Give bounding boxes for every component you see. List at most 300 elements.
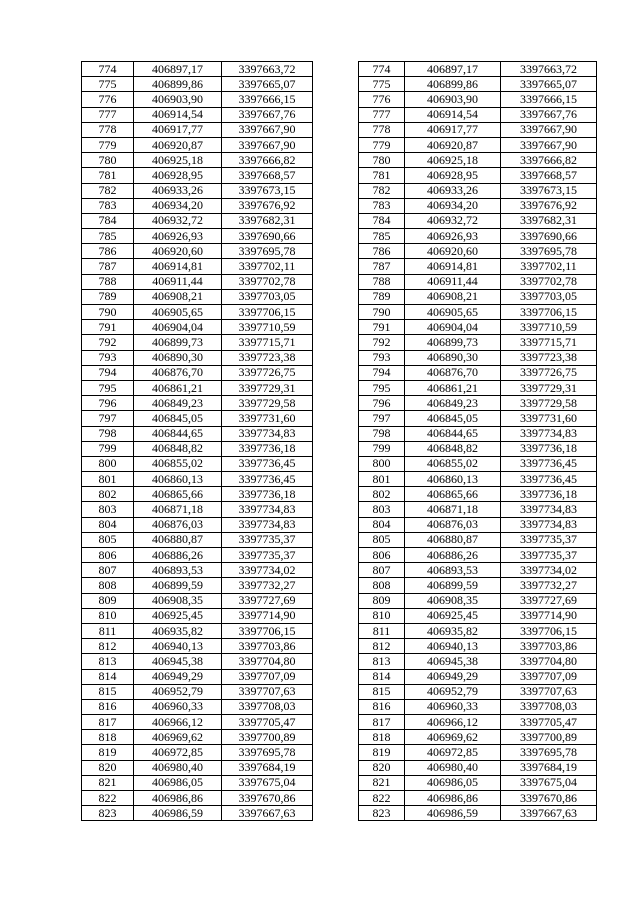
right-x-coordinate-cell: 406920,87: [405, 137, 501, 152]
left-x-coordinate-cell: 406871,18: [134, 502, 222, 517]
right-point-number-cell: 799: [359, 441, 405, 456]
left-y-coordinate-cell: 3397705,47: [222, 715, 313, 730]
left-x-coordinate-cell: 406935,82: [134, 623, 222, 638]
right-x-coordinate-cell: 406880,87: [405, 532, 501, 547]
column-gap: [313, 699, 359, 714]
left-y-coordinate-cell: 3397734,83: [222, 502, 313, 517]
left-x-coordinate-cell: 406899,59: [134, 578, 222, 593]
right-y-coordinate-cell: 3397707,63: [501, 684, 597, 699]
table-row: [82, 654, 597, 669]
left-point-number-cell: 778: [82, 122, 134, 137]
left-y-coordinate-cell: 3397729,58: [222, 396, 313, 411]
left-x-coordinate-cell: 406899,73: [134, 335, 222, 350]
column-gap: [313, 183, 359, 198]
left-point-number-cell: 777: [82, 107, 134, 122]
left-point-number-cell: 803: [82, 502, 134, 517]
right-y-coordinate-cell: 3397703,05: [501, 289, 597, 304]
table-row: [82, 305, 597, 320]
table-row: [82, 715, 597, 730]
left-y-coordinate-cell: 3397706,15: [222, 623, 313, 638]
left-y-coordinate-cell: 3397734,83: [222, 426, 313, 441]
right-point-number-cell: 787: [359, 259, 405, 274]
right-y-coordinate-cell: 3397706,15: [501, 623, 597, 638]
table-row: [82, 426, 597, 441]
column-gap: [313, 684, 359, 699]
right-x-coordinate-cell: 406914,54: [405, 107, 501, 122]
left-y-coordinate-cell: 3397684,19: [222, 760, 313, 775]
right-point-number-cell: 781: [359, 168, 405, 183]
right-y-coordinate-cell: 3397732,27: [501, 578, 597, 593]
left-y-coordinate-cell: 3397736,18: [222, 487, 313, 502]
left-y-coordinate-cell: 3397735,37: [222, 548, 313, 563]
right-y-coordinate-cell: 3397729,58: [501, 396, 597, 411]
left-x-coordinate-cell: 406855,02: [134, 456, 222, 471]
right-x-coordinate-cell: 406886,26: [405, 548, 501, 563]
table-row: [82, 213, 597, 228]
left-y-coordinate-cell: 3397702,78: [222, 274, 313, 289]
right-y-coordinate-cell: 3397673,15: [501, 183, 597, 198]
right-point-number-cell: 807: [359, 563, 405, 578]
right-point-number-cell: 774: [359, 62, 405, 77]
table-row: [82, 487, 597, 502]
column-gap: [313, 608, 359, 623]
left-x-coordinate-cell: 406886,26: [134, 548, 222, 563]
right-y-coordinate-cell: 3397736,18: [501, 441, 597, 456]
right-y-coordinate-cell: 3397708,03: [501, 699, 597, 714]
right-point-number-cell: 821: [359, 775, 405, 790]
table-row: [82, 259, 597, 274]
right-x-coordinate-cell: 406865,66: [405, 487, 501, 502]
left-point-number-cell: 785: [82, 229, 134, 244]
table-row: [82, 137, 597, 152]
left-y-coordinate-cell: 3397695,78: [222, 244, 313, 259]
right-x-coordinate-cell: 406860,13: [405, 472, 501, 487]
left-point-number-cell: 818: [82, 730, 134, 745]
right-y-coordinate-cell: 3397727,69: [501, 593, 597, 608]
left-y-coordinate-cell: 3397667,76: [222, 107, 313, 122]
right-point-number-cell: 804: [359, 517, 405, 532]
right-x-coordinate-cell: 406969,62: [405, 730, 501, 745]
right-y-coordinate-cell: 3397667,63: [501, 806, 597, 821]
right-x-coordinate-cell: 406899,86: [405, 77, 501, 92]
right-y-coordinate-cell: 3397670,86: [501, 791, 597, 806]
right-point-number-cell: 813: [359, 654, 405, 669]
left-y-coordinate-cell: 3397667,90: [222, 137, 313, 152]
left-point-number-cell: 808: [82, 578, 134, 593]
table-row: [82, 229, 597, 244]
left-x-coordinate-cell: 406986,86: [134, 791, 222, 806]
right-y-coordinate-cell: 3397663,72: [501, 62, 597, 77]
left-point-number-cell: 811: [82, 623, 134, 638]
left-y-coordinate-cell: 3397667,90: [222, 122, 313, 137]
left-y-coordinate-cell: 3397736,18: [222, 441, 313, 456]
left-x-coordinate-cell: 406908,21: [134, 289, 222, 304]
column-gap: [313, 62, 359, 77]
left-point-number-cell: 812: [82, 639, 134, 654]
right-point-number-cell: 816: [359, 699, 405, 714]
right-x-coordinate-cell: 406848,82: [405, 441, 501, 456]
left-point-number-cell: 809: [82, 593, 134, 608]
right-y-coordinate-cell: 3397668,57: [501, 168, 597, 183]
table-row: [82, 365, 597, 380]
table-row: [82, 380, 597, 395]
table-row: [82, 608, 597, 623]
left-point-number-cell: 779: [82, 137, 134, 152]
right-x-coordinate-cell: 406986,59: [405, 806, 501, 821]
right-x-coordinate-cell: 406845,05: [405, 411, 501, 426]
right-y-coordinate-cell: 3397735,37: [501, 532, 597, 547]
column-gap: [313, 426, 359, 441]
table-row: [82, 532, 597, 547]
left-point-number-cell: 796: [82, 396, 134, 411]
right-x-coordinate-cell: 406952,79: [405, 684, 501, 699]
right-point-number-cell: 820: [359, 760, 405, 775]
left-y-coordinate-cell: 3397666,15: [222, 92, 313, 107]
table-row: [82, 411, 597, 426]
table-row: [82, 274, 597, 289]
column-gap: [313, 745, 359, 760]
column-gap: [313, 623, 359, 638]
left-point-number-cell: 782: [82, 183, 134, 198]
table-row: [82, 775, 597, 790]
left-point-number-cell: 794: [82, 365, 134, 380]
left-y-coordinate-cell: 3397703,05: [222, 289, 313, 304]
left-x-coordinate-cell: 406876,03: [134, 517, 222, 532]
right-point-number-cell: 792: [359, 335, 405, 350]
left-x-coordinate-cell: 406986,05: [134, 775, 222, 790]
right-x-coordinate-cell: 406905,65: [405, 305, 501, 320]
left-x-coordinate-cell: 406933,26: [134, 183, 222, 198]
left-point-number-cell: 781: [82, 168, 134, 183]
right-point-number-cell: 806: [359, 548, 405, 563]
left-y-coordinate-cell: 3397675,04: [222, 775, 313, 790]
right-point-number-cell: 823: [359, 806, 405, 821]
left-x-coordinate-cell: 406920,87: [134, 137, 222, 152]
right-point-number-cell: 793: [359, 350, 405, 365]
right-y-coordinate-cell: 3397723,38: [501, 350, 597, 365]
right-y-coordinate-cell: 3397676,92: [501, 198, 597, 213]
left-x-coordinate-cell: 406905,65: [134, 305, 222, 320]
right-point-number-cell: 795: [359, 380, 405, 395]
table-row: [82, 92, 597, 107]
right-point-number-cell: 776: [359, 92, 405, 107]
right-y-coordinate-cell: 3397684,19: [501, 760, 597, 775]
table-row: [82, 441, 597, 456]
right-x-coordinate-cell: 406908,35: [405, 593, 501, 608]
column-gap: [313, 107, 359, 122]
left-point-number-cell: 775: [82, 77, 134, 92]
left-x-coordinate-cell: 406865,66: [134, 487, 222, 502]
left-x-coordinate-cell: 406904,04: [134, 320, 222, 335]
column-gap: [313, 578, 359, 593]
right-point-number-cell: 802: [359, 487, 405, 502]
left-point-number-cell: 814: [82, 669, 134, 684]
right-y-coordinate-cell: 3397667,76: [501, 107, 597, 122]
column-gap: [313, 502, 359, 517]
right-point-number-cell: 779: [359, 137, 405, 152]
left-point-number-cell: 822: [82, 791, 134, 806]
left-point-number-cell: 798: [82, 426, 134, 441]
left-y-coordinate-cell: 3397665,07: [222, 77, 313, 92]
right-x-coordinate-cell: 406949,29: [405, 669, 501, 684]
left-x-coordinate-cell: 406972,85: [134, 745, 222, 760]
left-point-number-cell: 789: [82, 289, 134, 304]
right-y-coordinate-cell: 3397726,75: [501, 365, 597, 380]
right-y-coordinate-cell: 3397695,78: [501, 745, 597, 760]
right-x-coordinate-cell: 406966,12: [405, 715, 501, 730]
left-y-coordinate-cell: 3397729,31: [222, 380, 313, 395]
right-y-coordinate-cell: 3397702,78: [501, 274, 597, 289]
column-gap: [313, 730, 359, 745]
right-x-coordinate-cell: 406911,44: [405, 274, 501, 289]
left-point-number-cell: 802: [82, 487, 134, 502]
right-x-coordinate-cell: 406897,17: [405, 62, 501, 77]
left-point-number-cell: 801: [82, 472, 134, 487]
right-x-coordinate-cell: 406861,21: [405, 380, 501, 395]
left-y-coordinate-cell: 3397727,69: [222, 593, 313, 608]
left-x-coordinate-cell: 406934,20: [134, 198, 222, 213]
left-x-coordinate-cell: 406876,70: [134, 365, 222, 380]
column-gap: [313, 654, 359, 669]
left-point-number-cell: 774: [82, 62, 134, 77]
table-row: [82, 198, 597, 213]
right-x-coordinate-cell: 406928,95: [405, 168, 501, 183]
right-point-number-cell: 783: [359, 198, 405, 213]
table-row: [82, 699, 597, 714]
left-point-number-cell: 788: [82, 274, 134, 289]
right-y-coordinate-cell: 3397703,86: [501, 639, 597, 654]
left-x-coordinate-cell: 406932,72: [134, 213, 222, 228]
right-point-number-cell: 786: [359, 244, 405, 259]
right-point-number-cell: 815: [359, 684, 405, 699]
left-point-number-cell: 804: [82, 517, 134, 532]
left-point-number-cell: 797: [82, 411, 134, 426]
column-gap: [313, 775, 359, 790]
table-row: [82, 77, 597, 92]
column-gap: [313, 517, 359, 532]
left-point-number-cell: 790: [82, 305, 134, 320]
left-y-coordinate-cell: 3397731,60: [222, 411, 313, 426]
left-x-coordinate-cell: 406986,59: [134, 806, 222, 821]
right-x-coordinate-cell: 406855,02: [405, 456, 501, 471]
left-point-number-cell: 815: [82, 684, 134, 699]
right-y-coordinate-cell: 3397666,82: [501, 153, 597, 168]
left-y-coordinate-cell: 3397700,89: [222, 730, 313, 745]
left-x-coordinate-cell: 406849,23: [134, 396, 222, 411]
right-x-coordinate-cell: 406986,05: [405, 775, 501, 790]
left-y-coordinate-cell: 3397676,92: [222, 198, 313, 213]
right-x-coordinate-cell: 406980,40: [405, 760, 501, 775]
left-x-coordinate-cell: 406914,54: [134, 107, 222, 122]
right-point-number-cell: 794: [359, 365, 405, 380]
left-y-coordinate-cell: 3397663,72: [222, 62, 313, 77]
left-y-coordinate-cell: 3397706,15: [222, 305, 313, 320]
right-y-coordinate-cell: 3397706,15: [501, 305, 597, 320]
left-x-coordinate-cell: 406925,18: [134, 153, 222, 168]
table-row: [82, 396, 597, 411]
left-x-coordinate-cell: 406980,40: [134, 760, 222, 775]
column-gap: [313, 122, 359, 137]
column-gap: [313, 791, 359, 806]
right-point-number-cell: 811: [359, 623, 405, 638]
left-point-number-cell: 813: [82, 654, 134, 669]
right-y-coordinate-cell: 3397734,83: [501, 426, 597, 441]
left-x-coordinate-cell: 406949,29: [134, 669, 222, 684]
right-point-number-cell: 797: [359, 411, 405, 426]
left-point-number-cell: 792: [82, 335, 134, 350]
right-point-number-cell: 801: [359, 472, 405, 487]
column-gap: [313, 563, 359, 578]
table-row: [82, 548, 597, 563]
left-y-coordinate-cell: 3397690,66: [222, 229, 313, 244]
table-row: [82, 289, 597, 304]
column-gap: [313, 92, 359, 107]
right-y-coordinate-cell: 3397714,90: [501, 608, 597, 623]
right-x-coordinate-cell: 406920,60: [405, 244, 501, 259]
right-point-number-cell: 777: [359, 107, 405, 122]
right-point-number-cell: 814: [359, 669, 405, 684]
table-row: [82, 730, 597, 745]
right-point-number-cell: 788: [359, 274, 405, 289]
left-x-coordinate-cell: 406917,77: [134, 122, 222, 137]
right-y-coordinate-cell: 3397666,15: [501, 92, 597, 107]
right-y-coordinate-cell: 3397734,02: [501, 563, 597, 578]
left-point-number-cell: 776: [82, 92, 134, 107]
right-y-coordinate-cell: 3397690,66: [501, 229, 597, 244]
left-point-number-cell: 787: [82, 259, 134, 274]
column-gap: [313, 396, 359, 411]
left-point-number-cell: 821: [82, 775, 134, 790]
left-x-coordinate-cell: 406845,05: [134, 411, 222, 426]
left-point-number-cell: 806: [82, 548, 134, 563]
right-point-number-cell: 790: [359, 305, 405, 320]
right-point-number-cell: 784: [359, 213, 405, 228]
table-row: [82, 62, 597, 77]
left-y-coordinate-cell: 3397736,45: [222, 456, 313, 471]
right-x-coordinate-cell: 406849,23: [405, 396, 501, 411]
left-y-coordinate-cell: 3397703,86: [222, 639, 313, 654]
right-x-coordinate-cell: 406890,30: [405, 350, 501, 365]
right-point-number-cell: 798: [359, 426, 405, 441]
right-y-coordinate-cell: 3397715,71: [501, 335, 597, 350]
left-x-coordinate-cell: 406861,21: [134, 380, 222, 395]
left-y-coordinate-cell: 3397734,02: [222, 563, 313, 578]
column-gap: [313, 213, 359, 228]
column-gap: [313, 77, 359, 92]
left-x-coordinate-cell: 406914,81: [134, 259, 222, 274]
right-x-coordinate-cell: 406899,73: [405, 335, 501, 350]
right-y-coordinate-cell: 3397736,18: [501, 487, 597, 502]
left-x-coordinate-cell: 406890,30: [134, 350, 222, 365]
right-x-coordinate-cell: 406844,65: [405, 426, 501, 441]
right-y-coordinate-cell: 3397667,90: [501, 137, 597, 152]
column-gap: [313, 411, 359, 426]
table-row: [82, 623, 597, 638]
table-row: [82, 153, 597, 168]
right-point-number-cell: 791: [359, 320, 405, 335]
left-y-coordinate-cell: 3397735,37: [222, 532, 313, 547]
left-x-coordinate-cell: 406899,86: [134, 77, 222, 92]
right-x-coordinate-cell: 406899,59: [405, 578, 501, 593]
right-point-number-cell: 796: [359, 396, 405, 411]
left-y-coordinate-cell: 3397670,86: [222, 791, 313, 806]
left-x-coordinate-cell: 406940,13: [134, 639, 222, 654]
table-row: [82, 502, 597, 517]
right-y-coordinate-cell: 3397702,11: [501, 259, 597, 274]
left-point-number-cell: 793: [82, 350, 134, 365]
left-point-number-cell: 780: [82, 153, 134, 168]
left-x-coordinate-cell: 406969,62: [134, 730, 222, 745]
right-x-coordinate-cell: 406933,26: [405, 183, 501, 198]
right-point-number-cell: 812: [359, 639, 405, 654]
column-gap: [313, 380, 359, 395]
left-point-number-cell: 800: [82, 456, 134, 471]
left-y-coordinate-cell: 3397732,27: [222, 578, 313, 593]
column-gap: [313, 198, 359, 213]
left-y-coordinate-cell: 3397710,59: [222, 320, 313, 335]
right-point-number-cell: 818: [359, 730, 405, 745]
right-y-coordinate-cell: 3397700,89: [501, 730, 597, 745]
table-row: [82, 107, 597, 122]
column-gap: [313, 806, 359, 821]
column-gap: [313, 350, 359, 365]
left-point-number-cell: 816: [82, 699, 134, 714]
right-y-coordinate-cell: 3397736,45: [501, 472, 597, 487]
right-point-number-cell: 805: [359, 532, 405, 547]
column-gap: [313, 487, 359, 502]
left-x-coordinate-cell: 406860,13: [134, 472, 222, 487]
right-point-number-cell: 822: [359, 791, 405, 806]
column-gap: [313, 168, 359, 183]
table-row: [82, 517, 597, 532]
table-row: [82, 593, 597, 608]
column-gap: [313, 472, 359, 487]
left-point-number-cell: 784: [82, 213, 134, 228]
column-gap: [313, 320, 359, 335]
left-y-coordinate-cell: 3397702,11: [222, 259, 313, 274]
left-x-coordinate-cell: 406952,79: [134, 684, 222, 699]
left-point-number-cell: 783: [82, 198, 134, 213]
right-x-coordinate-cell: 406876,70: [405, 365, 501, 380]
left-x-coordinate-cell: 406945,38: [134, 654, 222, 669]
column-gap: [313, 137, 359, 152]
right-point-number-cell: 808: [359, 578, 405, 593]
table-row: [82, 639, 597, 654]
column-gap: [313, 441, 359, 456]
right-x-coordinate-cell: 406925,18: [405, 153, 501, 168]
left-x-coordinate-cell: 406911,44: [134, 274, 222, 289]
table-row: [82, 760, 597, 775]
column-gap: [313, 289, 359, 304]
table-row: [82, 183, 597, 198]
right-x-coordinate-cell: 406960,33: [405, 699, 501, 714]
table-row: [82, 806, 597, 821]
right-y-coordinate-cell: 3397695,78: [501, 244, 597, 259]
right-x-coordinate-cell: 406926,93: [405, 229, 501, 244]
table-row: [82, 168, 597, 183]
column-gap: [313, 639, 359, 654]
right-y-coordinate-cell: 3397734,83: [501, 502, 597, 517]
right-x-coordinate-cell: 406945,38: [405, 654, 501, 669]
right-x-coordinate-cell: 406908,21: [405, 289, 501, 304]
right-point-number-cell: 819: [359, 745, 405, 760]
column-gap: [313, 229, 359, 244]
column-gap: [313, 259, 359, 274]
right-point-number-cell: 800: [359, 456, 405, 471]
left-y-coordinate-cell: 3397723,38: [222, 350, 313, 365]
left-x-coordinate-cell: 406897,17: [134, 62, 222, 77]
left-y-coordinate-cell: 3397726,75: [222, 365, 313, 380]
